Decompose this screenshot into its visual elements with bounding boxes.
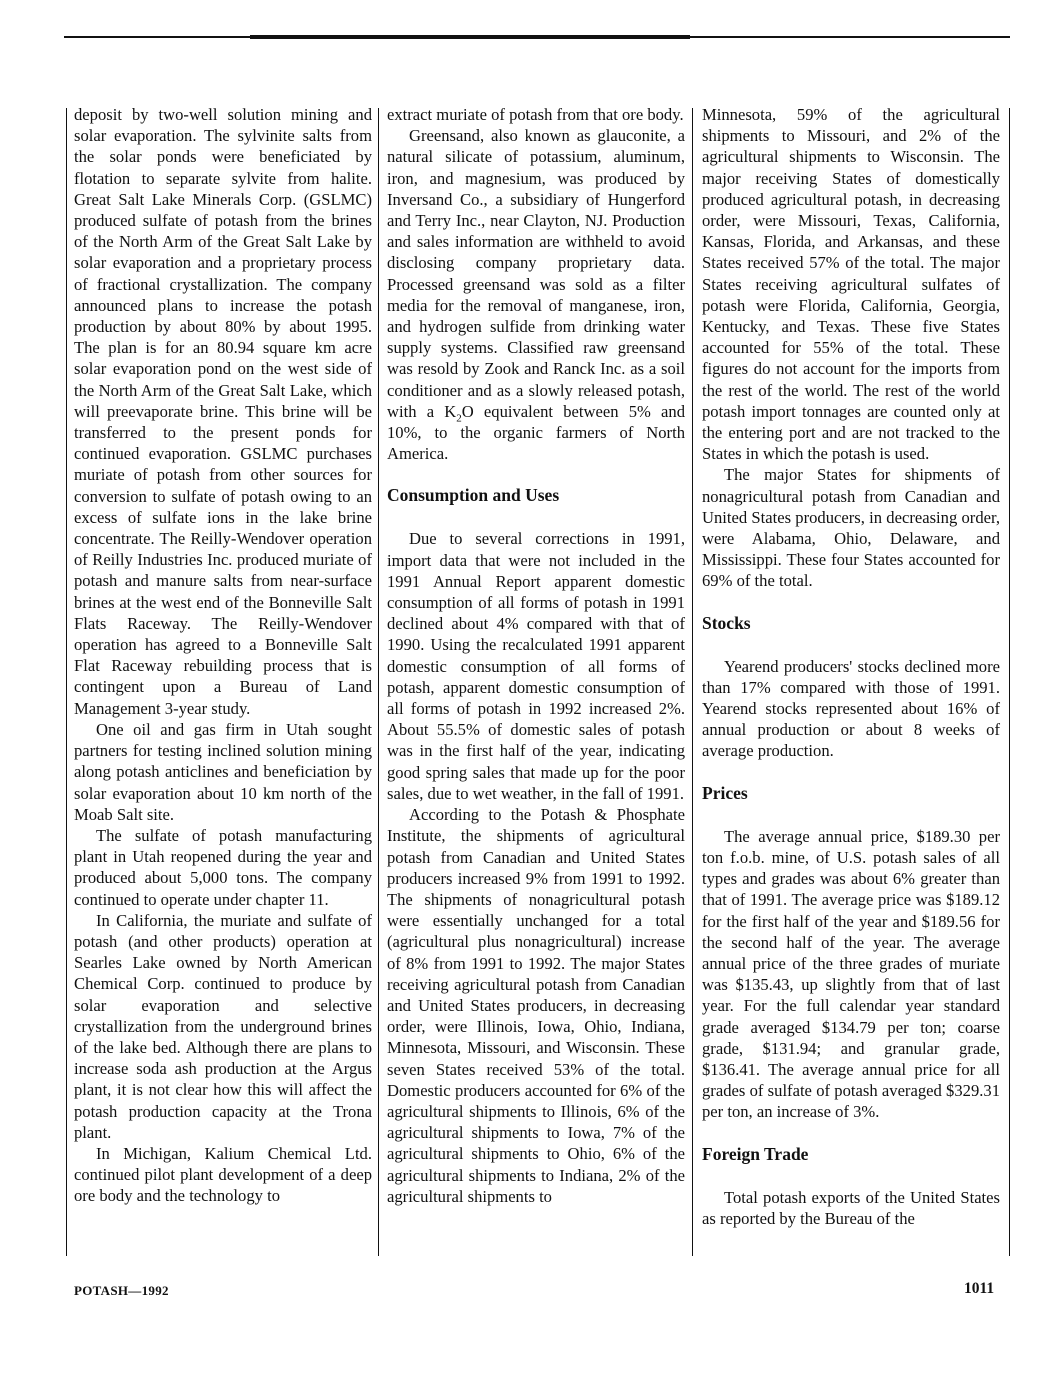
- running-footer: POTASH—1992: [74, 1283, 169, 1298]
- top-rule-accent: [250, 35, 690, 39]
- paragraph: Yearend producers' stocks declined more than 17% compared with those of 1991. Yearend stocks represented about 16% of annual production or about 8 weeks of average production.: [702, 656, 1000, 761]
- paragraph: extract muriate of potash from that ore body.: [387, 105, 684, 124]
- column-2: [387, 104, 685, 1207]
- text-run: Greensand, also known as glauconite, a natural silicate of potassium, aluminum, iron, and magnesium, was produced by Inversand Co., a subsidiary of Hungerford and Terry Inc., near Clayton, NJ. Production and sales information are withheld to avoid disclosing company proprietary data. Processed greensand was sold as a filter media for the removal of manganese, iron, and hydrogen sulfide from drinking water supply systems. Classified raw greensand was resold by Zook and Ranck Inc. as a soil conditioner and as a slowly released potash, with a K: [387, 126, 685, 421]
- paragraph: According to the Potash & Phosphate Institute, the shipments of agricultural potash from Canadian and United States producers increased 9% from 1991 to 1992. The shipments of nonagricultural potash were essentially unchanged for a total (agricultural plus nonagricultural) increase of 8% from 1991 to 1992. The major States receiving agricultural potash from Canadian and United States producers, in decreasing order, were Illinois, Iowa, Ohio, Indiana, Minnesota, Missouri, and Wisconsin. These seven States received 53% of the total. Domestic producers accounted for 6% of the agricultural shipments to Illinois, 6% of the agricultural shipments to Iowa, 7% of the agricultural shipments to Ohio, 6% of the agricultural shipments to Indiana, 2% of the agricultural shipments to: [387, 805, 685, 1206]
- paragraph: One oil and gas firm in Utah sought partners for testing inclined solution mining along potash anticlines and beneficiation by solar evaporation about 10 km north of the Moab Salt site.: [74, 719, 372, 824]
- column-rule-right: [1009, 108, 1010, 1256]
- page-number: 1011: [964, 1280, 995, 1297]
- paragraph: The sulfate of potash manufacturing plant in Utah reopened during the year and produced about 5,000 tons. The company continued to operate under chapter 11.: [74, 825, 372, 909]
- subscript: 2: [456, 412, 462, 425]
- paragraph: In Michigan, Kalium Chemical Ltd. continued pilot plant development of a deep ore body and the technology to: [74, 1143, 372, 1206]
- column-1: [74, 104, 372, 1207]
- section-heading-prices: Prices: [702, 782, 748, 803]
- paragraph: The major States for shipments of nonagricultural potash from Canadian and United States producers, in decreasing order, were Alabama, Ohio, Delaware, and Mississippi. These four States accounted for 69% of the total.: [702, 465, 1000, 591]
- paragraph: In California, the muriate and sulfate of potash (and other products) operation at Searles Lake owned by North American Chemical Corp. continued to produce by solar evaporation and selective crystallization from the underground brines of the lake bed. Although there are plans to increase soda ash production at the Argus plant, it is not clear how this will affect the potash production capacity at the Trona plant.: [74, 910, 372, 1142]
- section-heading-consumption: Consumption and Uses: [387, 485, 560, 506]
- paragraph: The average annual price, $189.30 per ton f.o.b. mine, of U.S. potash sales of all types and grades was about 6% greater than that of 1991. The average price was $189.12 for the first half of the year and $189.56 for the second half of the year. The average annual price of the three grades of muriate was $135.43, up slightly from that of last year. For the full calendar year standard grade averaged $134.79 per ton; coarse grade, $131.94; and granular grade, $136.41. The average annual price for all grades of sulfate of potash averaged $329.31 per ton, an increase of 3%.: [702, 826, 1000, 1122]
- column-rule-1: [378, 108, 379, 1256]
- paragraph: deposit by two-well solution mining and solar evaporation. The sylvinite salts from the solar ponds were beneficiated by flotation to separate sylvite from halite. Great Salt Lake Minerals Corp. (GSLMC) produced sulfate of potash from the brines of the North Arm of the Great Salt Lake by solar evaporation and a proprietary process of fractional crystallization. The company announced plans to increase the potash production by about 80% by about 1995. The plan is for an 80.94 square km acre solar evaporation pond on the west side of the North Arm of the Great Salt Lake, which will preevaporate brine. This brine will be transferred to the present ponds for continued evaporation. GSLMC purchases muriate of potash from other sources for conversion to sulfate of potash owing to an excess of sulfate ions in the lake brine concentrate. The Reilly-Wendover operation of Reilly Industries Inc. produced muriate of potash and manure salts from near-surface brines at the west end of the Bonneville Salt Flats Raceway. The Reilly-Wendover operation has agreed to a Bonneville Salt Flat Raceway rebuilding process that is contingent upon a Bureau of Land Management 3-year study.: [74, 105, 372, 718]
- section-heading-stocks: Stocks: [702, 612, 751, 633]
- paragraph: Total potash exports of the United States as reported by the Bureau of the: [702, 1187, 1000, 1228]
- paragraph-greensand: [387, 125, 685, 464]
- column-3: [702, 104, 1000, 1229]
- column-rule-2: [692, 108, 693, 1256]
- section-heading-foreign-trade: Foreign Trade: [702, 1143, 809, 1164]
- column-rule-left: [66, 108, 67, 1256]
- paragraph: Due to several corrections in 1991, import data that were not included in the 1991 Annual Report apparent domestic consumption of all forms of potash in 1991 declined about 4% compared with that of 1990. Using the recalculated 1991 apparent domestic consumption of all forms of potash, apparent domestic consumption of all forms of potash in 1992 increased 2%. About 55.5% of domestic sales of potash was in the first half of the year, indicating good spring sales that made up for the poor sales, due to wet weather, in the fall of 1991.: [387, 529, 685, 803]
- text-run: O equivalent between 5% and 10%, to the organic farmers of North America.: [387, 401, 685, 464]
- paragraph: Minnesota, 59% of the agricultural shipments to Missouri, and 2% of the agricultural shipments to Wisconsin. The major receiving States of domestically produced agricultural potash, in decreasing order, were Missouri, Texas, California, Kansas, Florida, and Arkansas, and these States received 57% of the total. The major States receiving agricultural sulfates of potash were Florida, California, Georgia, Kentucky, and Texas. These five States accounted for 55% of the total. These figures do not account for the imports from the rest of the world. The rest of the world potash import tonnages are counted only at the entering port and are not tracked to the States in which the potash is used.: [702, 105, 1000, 464]
